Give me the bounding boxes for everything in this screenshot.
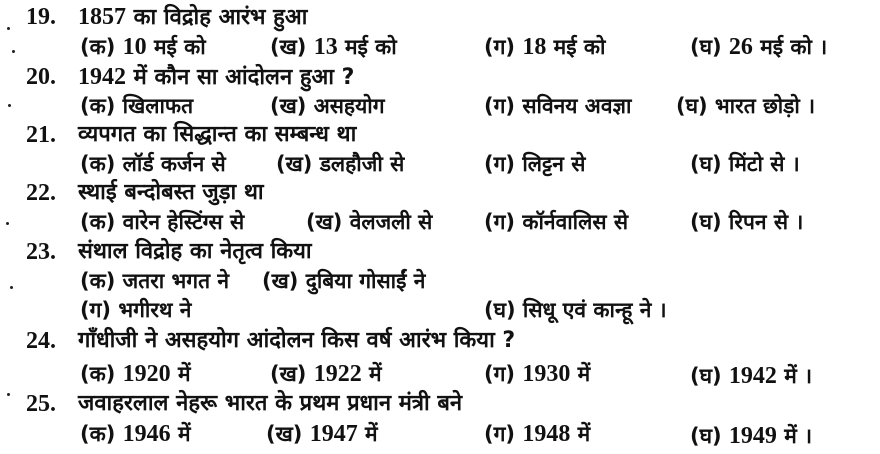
option-number: 1930 (522, 361, 571, 387)
option-text: में (570, 422, 591, 446)
option-label: (घ) (676, 94, 708, 118)
option-c (484, 360, 590, 388)
question-text: गाँधीजी ने असहयोग आंदोलन किस वर्ष आरंभ किया ? (78, 328, 516, 353)
option-label: (ग) (484, 362, 516, 386)
option-text: लॉर्ड कर्जन से (122, 152, 226, 176)
scan-speck (10, 286, 13, 289)
option-d (690, 208, 803, 236)
option-d (676, 92, 815, 120)
option-number: 18 (522, 34, 547, 60)
option-d (484, 296, 667, 324)
question-text: स्थाई बन्दोबस्त जुड़ा था (78, 180, 264, 205)
question-text: संथाल विद्रोह का नेतृत्व किया (78, 239, 312, 264)
scan-speck (8, 104, 11, 107)
option-label: (ख) (270, 362, 307, 386)
option-label: (क) (80, 269, 116, 293)
option-text: भगीरथ ने (118, 298, 192, 322)
option-number: 1946 (122, 421, 171, 447)
option-label: (घ) (690, 152, 722, 176)
option-text: लिट्टन से (522, 152, 586, 176)
option-number: 1948 (522, 421, 571, 447)
option-label: (ख) (266, 422, 303, 446)
question-text (78, 63, 354, 92)
scan-speck (7, 393, 10, 396)
option-text: जतरा भगत ने (122, 269, 230, 293)
option-text: डलहौजी से (319, 152, 405, 176)
option-a (80, 92, 193, 120)
option-c (484, 208, 628, 236)
option-number: 13 (313, 34, 338, 60)
option-text: सविनय अवज्ञा (522, 94, 632, 118)
option-text: में (170, 362, 191, 386)
option-c (484, 150, 585, 178)
option-d (690, 422, 812, 450)
option-b (276, 150, 404, 178)
option-text: खिलाफत (122, 94, 194, 118)
question-number: 19. (26, 4, 56, 30)
option-label: (ग) (484, 152, 516, 176)
question-text-tail: में कौन सा आंदोलन हुआ ? (126, 65, 355, 90)
option-number: 26 (728, 34, 753, 60)
option-d (690, 150, 800, 178)
option-c (80, 296, 191, 324)
option-a (80, 360, 191, 388)
option-b (270, 360, 382, 388)
question-year: 1857 (78, 4, 126, 30)
option-c (484, 420, 590, 448)
option-label: (ग) (484, 94, 516, 118)
question-text (78, 3, 307, 32)
option-label: (क) (80, 422, 116, 446)
question-text: व्यपगत का सिद्धान्त का सम्बन्ध था (78, 122, 357, 147)
question-number: 23. (26, 239, 56, 265)
option-label: (घ) (690, 364, 722, 388)
question-text-tail: का विद्रोह आरंभ हुआ (126, 5, 308, 30)
option-text: वेलजली से (349, 210, 433, 234)
option-label: (क) (80, 94, 116, 118)
option-label: (घ) (484, 298, 516, 322)
option-text: असहयोग (313, 94, 385, 118)
option-text: में (357, 422, 378, 446)
option-d (690, 362, 812, 390)
option-label: (घ) (690, 35, 722, 59)
option-text: मई को । (752, 35, 828, 59)
scan-speck (6, 222, 9, 225)
option-text: में (361, 362, 382, 386)
option-text: सिधू एवं कान्हू ने । (522, 298, 667, 322)
option-text: में । (776, 424, 813, 448)
option-label: (ख) (270, 94, 307, 118)
option-text: वारेन हेस्टिंग्स से (122, 210, 245, 234)
option-label: (क) (80, 152, 116, 176)
option-a (80, 150, 226, 178)
option-text: मई को (146, 35, 206, 59)
question-number: 24. (26, 328, 56, 354)
option-number: 10 (122, 34, 147, 60)
option-b (270, 92, 385, 120)
option-text: में । (776, 364, 813, 388)
option-b (270, 33, 397, 61)
option-label: (ग) (484, 35, 516, 59)
option-text: भारत छोड़ो । (714, 94, 816, 118)
option-number: 1949 (728, 423, 777, 449)
option-text: में (570, 362, 591, 386)
option-number: 1942 (728, 363, 777, 389)
option-text: दुबिया गोसाईं ने (305, 269, 426, 293)
option-text: मिंटो से । (728, 152, 800, 176)
option-text: रिपन से । (728, 210, 804, 234)
option-b (266, 420, 378, 448)
option-d (690, 33, 827, 61)
option-text: कॉर्नवालिस से (522, 210, 629, 234)
option-label: (घ) (690, 424, 722, 448)
option-text: मई को (546, 35, 606, 59)
question-year: 1942 (78, 64, 126, 90)
option-label: (ख) (262, 269, 299, 293)
question-number: 20. (26, 64, 56, 90)
scan-speck (7, 27, 10, 30)
option-label: (क) (80, 362, 116, 386)
question-number: 22. (26, 180, 56, 206)
option-a (80, 420, 191, 448)
option-a (80, 267, 229, 295)
option-b (306, 208, 432, 236)
option-label: (ग) (80, 298, 112, 322)
question-text: जवाहरलाल नेहरू भारत के प्रथम प्रधान मंत्री बने (78, 391, 463, 416)
option-a (80, 33, 206, 61)
scan-speck (12, 50, 15, 53)
option-text: मई को (337, 35, 397, 59)
option-c (484, 33, 605, 61)
question-number: 25. (26, 391, 56, 417)
option-label: (घ) (690, 210, 722, 234)
option-text: में (170, 422, 191, 446)
question-number: 21. (26, 122, 56, 148)
option-b (262, 267, 425, 295)
option-label: (क) (80, 210, 116, 234)
option-number: 1947 (309, 421, 358, 447)
option-a (80, 208, 244, 236)
option-number: 1920 (122, 361, 171, 387)
option-number: 1922 (313, 361, 362, 387)
option-label: (ग) (484, 210, 516, 234)
option-label: (ख) (306, 210, 343, 234)
option-label: (ख) (276, 152, 313, 176)
option-label: (क) (80, 35, 116, 59)
option-label: (ख) (270, 35, 307, 59)
option-c (484, 92, 631, 120)
option-label: (ग) (484, 422, 516, 446)
